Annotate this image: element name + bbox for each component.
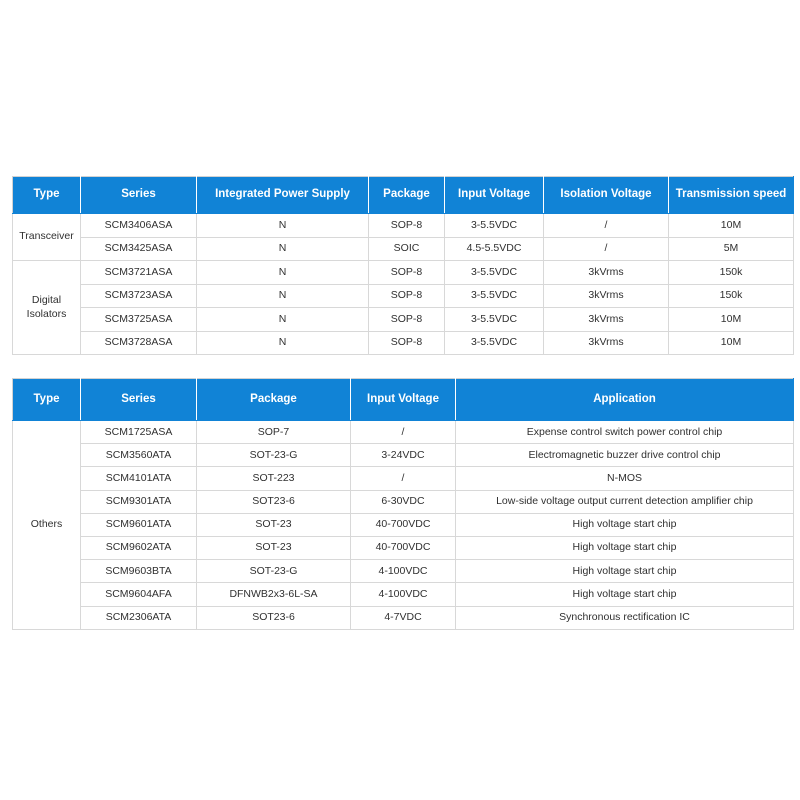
- table-row: [13, 261, 794, 285]
- table-2-header-row: [13, 379, 794, 421]
- cell-input-voltage: 3-5.5VDC: [445, 331, 544, 355]
- table-1-header-transmission-speed: Transmission speed: [669, 177, 794, 214]
- cell-application: High voltage start chip: [456, 560, 794, 583]
- cell-application: Low-side voltage output current detection amplifier chip: [456, 490, 794, 513]
- table-1-header-input-voltage: Input Voltage: [445, 177, 544, 214]
- table-row: [13, 331, 794, 355]
- cell-application: High voltage start chip: [456, 536, 794, 559]
- cell-input-voltage: 3-24VDC: [351, 444, 456, 467]
- table-1-header-isolation-voltage: Isolation Voltage: [544, 177, 669, 214]
- others-table: [12, 378, 794, 630]
- cell-input-voltage: /: [351, 467, 456, 490]
- table-1-header-integrated-power-supply: Integrated Power Supply: [197, 177, 369, 214]
- cell-series: SCM1725ASA: [81, 421, 197, 444]
- cell-transmission-speed: 5M: [669, 237, 794, 261]
- cell-input-voltage: /: [351, 421, 456, 444]
- table-row: [13, 467, 794, 490]
- cell-isolation-voltage: 3kVrms: [544, 284, 669, 308]
- cell-input-voltage: 3-5.5VDC: [445, 284, 544, 308]
- table-row: [13, 444, 794, 467]
- cell-package: DFNWB2x3-6L-SA: [197, 583, 351, 606]
- cell-integrated-power-supply: N: [197, 331, 369, 355]
- type-label-line: Isolators: [26, 307, 67, 320]
- table-1-header-package: Package: [369, 177, 445, 214]
- table-row: [13, 284, 794, 308]
- table-1-header-series: Series: [81, 177, 197, 214]
- cell-input-voltage: 3-5.5VDC: [445, 261, 544, 285]
- table-row: [13, 513, 794, 536]
- cell-series: SCM4101ATA: [81, 467, 197, 490]
- cell-input-voltage: 4-7VDC: [351, 606, 456, 629]
- table-row: [13, 214, 794, 238]
- cell-package: SOP-8: [369, 308, 445, 332]
- cell-input-voltage: 3-5.5VDC: [445, 308, 544, 332]
- cell-isolation-voltage: 3kVrms: [544, 308, 669, 332]
- cell-package: SOP-8: [369, 331, 445, 355]
- type-label-line: Transceiver: [19, 230, 74, 243]
- cell-transmission-speed: 10M: [669, 331, 794, 355]
- table-1-type-digital-isolators: [13, 261, 81, 355]
- table-2-header-application: Application: [456, 379, 794, 421]
- table-row: [13, 490, 794, 513]
- table-row: [13, 536, 794, 559]
- cell-application: Expense control switch power control chip: [456, 421, 794, 444]
- cell-series: SCM3725ASA: [81, 308, 197, 332]
- cell-input-voltage: 4.5-5.5VDC: [445, 237, 544, 261]
- cell-input-voltage: 6-30VDC: [351, 490, 456, 513]
- cell-series: SCM9601ATA: [81, 513, 197, 536]
- cell-series: SCM2306ATA: [81, 606, 197, 629]
- cell-package: SOP-8: [369, 284, 445, 308]
- cell-series: SCM9603BTA: [81, 560, 197, 583]
- cell-application: Synchronous rectification IC: [456, 606, 794, 629]
- table-2-header-package: Package: [197, 379, 351, 421]
- cell-series: SCM9602ATA: [81, 536, 197, 559]
- cell-series: SCM9301ATA: [81, 490, 197, 513]
- cell-package: SOP-8: [369, 261, 445, 285]
- cell-input-voltage: 4-100VDC: [351, 560, 456, 583]
- cell-package: SOIC: [369, 237, 445, 261]
- cell-input-voltage: 40-700VDC: [351, 513, 456, 536]
- cell-package: SOT-23: [197, 536, 351, 559]
- cell-input-voltage: 3-5.5VDC: [445, 214, 544, 238]
- cell-integrated-power-supply: N: [197, 237, 369, 261]
- cell-package: SOT23-6: [197, 490, 351, 513]
- cell-package: SOT-23-G: [197, 560, 351, 583]
- table-row: [13, 560, 794, 583]
- cell-input-voltage: 40-700VDC: [351, 536, 456, 559]
- cell-integrated-power-supply: N: [197, 284, 369, 308]
- cell-transmission-speed: 10M: [669, 214, 794, 238]
- cell-series: SCM3723ASA: [81, 284, 197, 308]
- cell-application: High voltage start chip: [456, 583, 794, 606]
- table-2-body: [13, 421, 794, 630]
- table-2-type-others: [13, 421, 81, 630]
- table-row: [13, 583, 794, 606]
- table-row: [13, 606, 794, 629]
- table-1-type-transceiver: [13, 214, 81, 261]
- cell-package: SOP-7: [197, 421, 351, 444]
- table-1-header-row: [13, 177, 794, 214]
- cell-series: SCM9604AFA: [81, 583, 197, 606]
- cell-transmission-speed: 150k: [669, 261, 794, 285]
- transceiver-isolators-table: [12, 176, 794, 355]
- cell-isolation-voltage: 3kVrms: [544, 261, 669, 285]
- cell-series: SCM3728ASA: [81, 331, 197, 355]
- table-2-header-series: Series: [81, 379, 197, 421]
- cell-integrated-power-supply: N: [197, 261, 369, 285]
- table-1-body: [13, 214, 794, 355]
- cell-package: SOT-23-G: [197, 444, 351, 467]
- table-1-header-row-group: [13, 177, 794, 214]
- table-2-header-type: Type: [13, 379, 81, 421]
- table-row: [13, 237, 794, 261]
- cell-isolation-voltage: 3kVrms: [544, 331, 669, 355]
- cell-package: SOT23-6: [197, 606, 351, 629]
- others-table-block: [12, 378, 793, 630]
- cell-package: SOP-8: [369, 214, 445, 238]
- type-label-line: Digital: [31, 294, 62, 307]
- cell-transmission-speed: 150k: [669, 284, 794, 308]
- cell-input-voltage: 4-100VDC: [351, 583, 456, 606]
- table-2-header-row-group: [13, 379, 794, 421]
- table-2-header-input-voltage: Input Voltage: [351, 379, 456, 421]
- table-row: [13, 421, 794, 444]
- cell-package: SOT-23: [197, 513, 351, 536]
- cell-integrated-power-supply: N: [197, 214, 369, 238]
- table-1-header-type: Type: [13, 177, 81, 214]
- cell-series: SCM3560ATA: [81, 444, 197, 467]
- cell-series: SCM3721ASA: [81, 261, 197, 285]
- cell-application: High voltage start chip: [456, 513, 794, 536]
- cell-series: SCM3425ASA: [81, 237, 197, 261]
- transceiver-isolators-table-block: [12, 176, 793, 355]
- cell-application: N-MOS: [456, 467, 794, 490]
- cell-package: SOT-223: [197, 467, 351, 490]
- cell-transmission-speed: 10M: [669, 308, 794, 332]
- cell-isolation-voltage: /: [544, 214, 669, 238]
- cell-isolation-voltage: /: [544, 237, 669, 261]
- cell-series: SCM3406ASA: [81, 214, 197, 238]
- table-row: [13, 308, 794, 332]
- cell-integrated-power-supply: N: [197, 308, 369, 332]
- cell-application: Electromagnetic buzzer drive control chip: [456, 444, 794, 467]
- type-label-line: Others: [30, 518, 63, 531]
